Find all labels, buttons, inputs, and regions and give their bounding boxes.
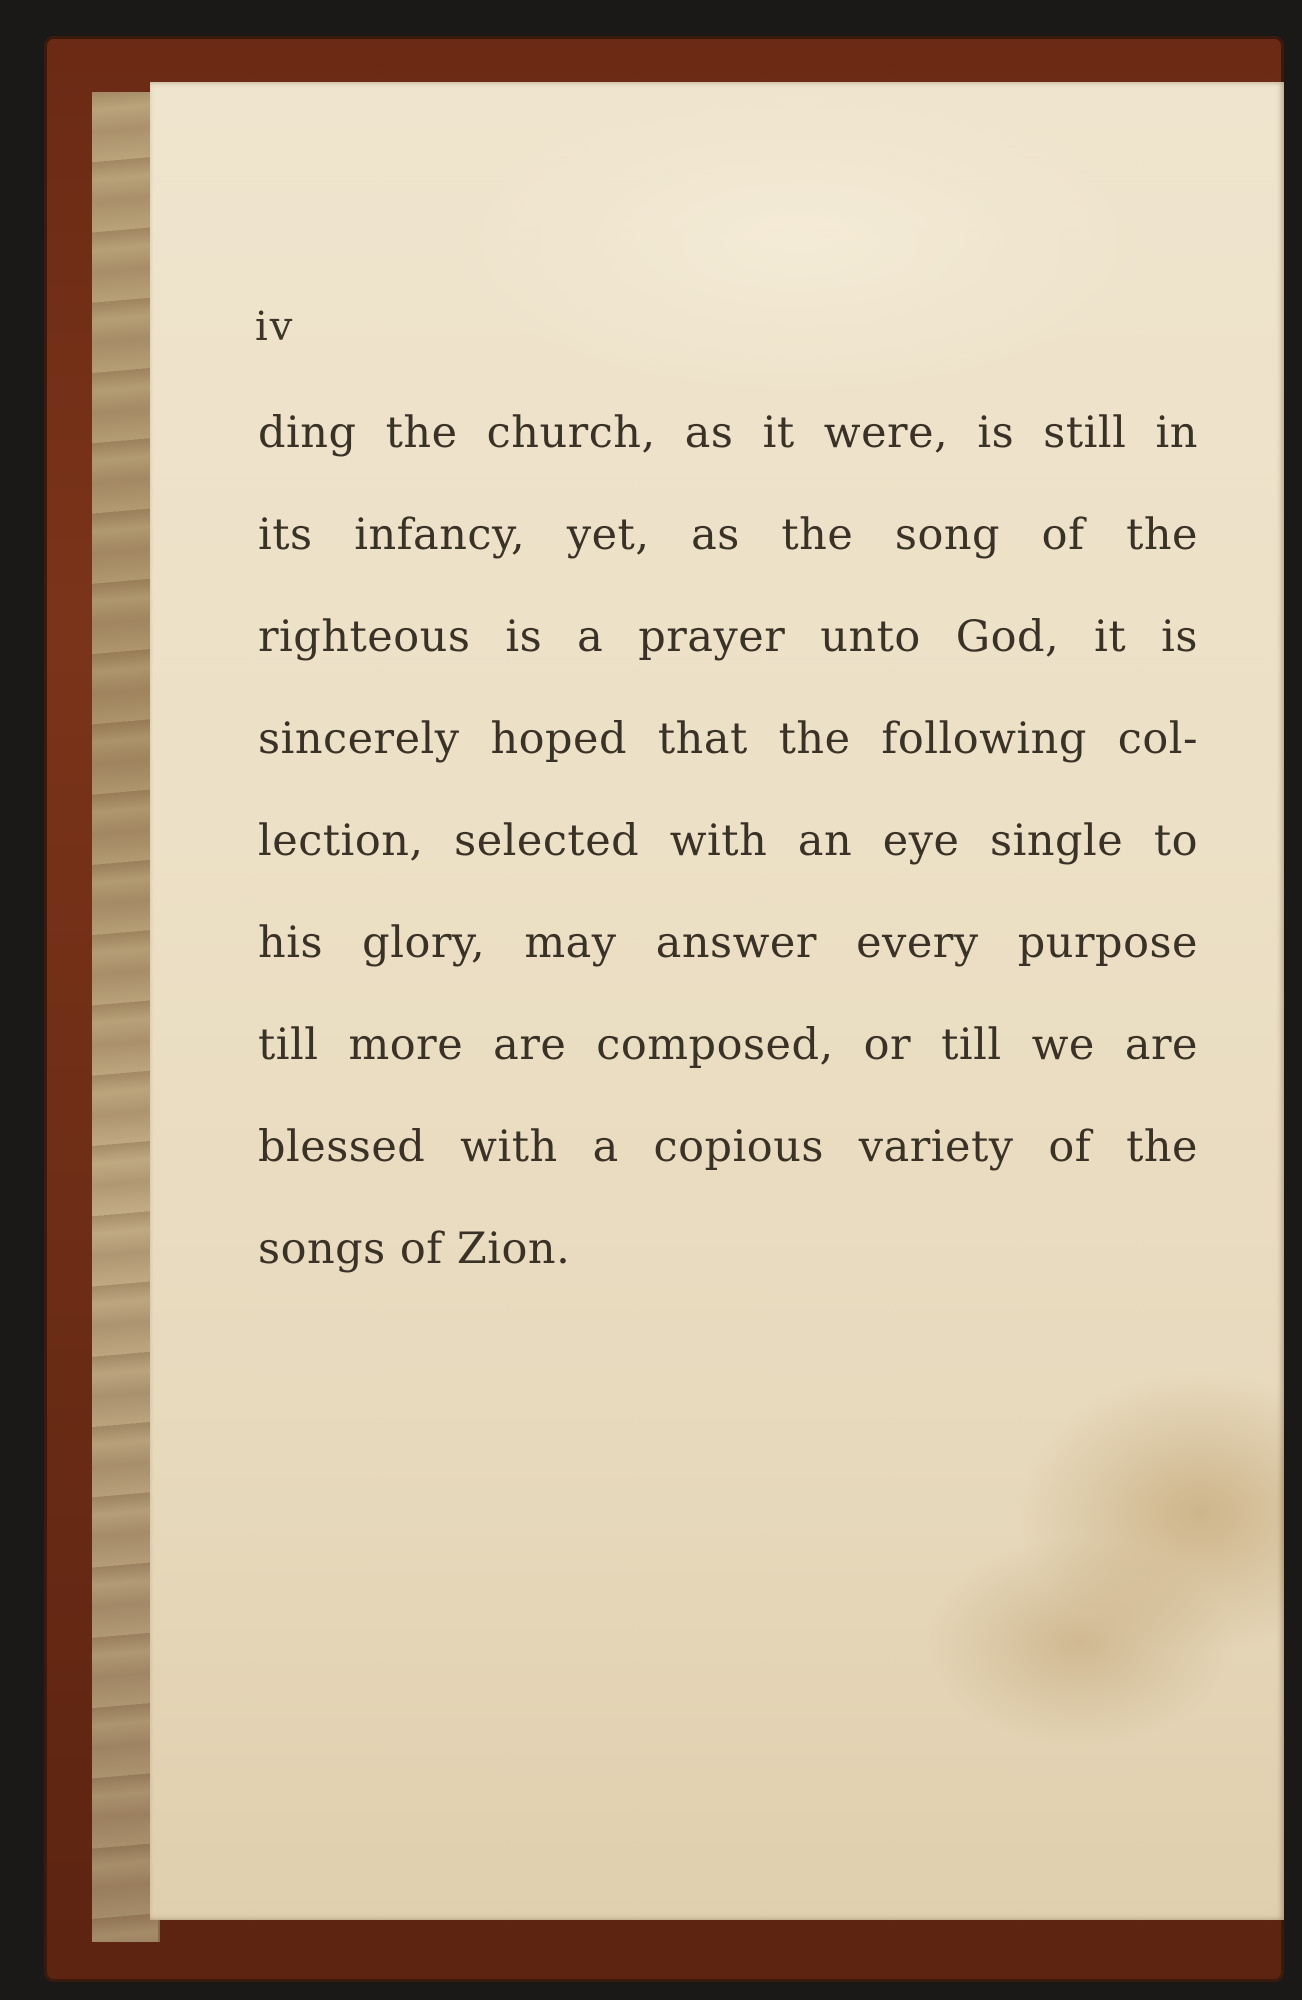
text-line: till more are composed, or till we are xyxy=(258,1020,1198,1070)
text-line: righteous is a prayer unto God, it is xyxy=(258,612,1198,662)
text-line: songs of Zion. xyxy=(258,1224,571,1274)
text-line: sincerely hoped that the following col- xyxy=(258,714,1198,764)
text-line: ding the church, as it were, is still in xyxy=(258,408,1198,458)
body-text xyxy=(258,382,1198,1300)
book-page xyxy=(150,82,1284,1920)
text-line: its infancy, yet, as the song of the xyxy=(258,510,1198,560)
text-line: lection, selected with an eye single to xyxy=(258,816,1198,866)
text-line: blessed with a copious variety of the xyxy=(258,1122,1198,1172)
page-number: iv xyxy=(255,304,295,350)
text-line: his glory, may answer every purpose xyxy=(258,918,1198,968)
